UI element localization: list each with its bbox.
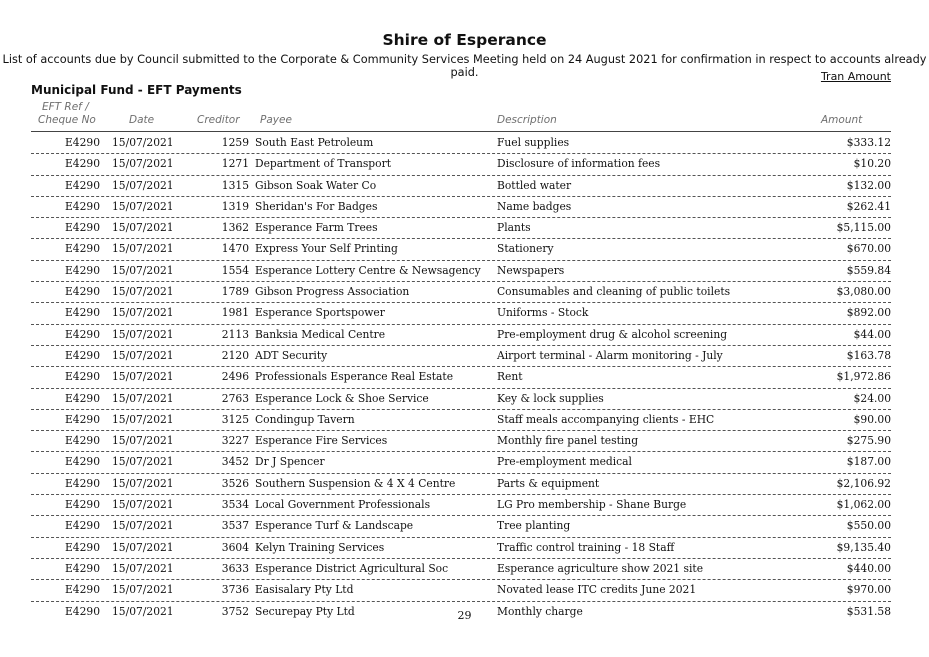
eft-ref-cell: E4290 bbox=[65, 178, 101, 192]
payee-cell: Esperance District Agricultural Soc bbox=[255, 561, 449, 575]
payee-cell: Local Government Professionals bbox=[255, 498, 431, 512]
amount-cell: $670.00 bbox=[846, 242, 891, 256]
date-cell: 15/07/2021 bbox=[112, 561, 174, 575]
amount-cell: $163.78 bbox=[846, 348, 891, 362]
amount-cell: $132.00 bbox=[846, 178, 891, 192]
description-cell: Airport terminal - Alarm monitoring - July bbox=[497, 348, 723, 362]
creditor-cell: 3534 bbox=[221, 498, 249, 512]
description-cell: Monthly fire panel testing bbox=[497, 434, 639, 448]
date-cell: 15/07/2021 bbox=[112, 327, 174, 341]
payee-cell: Express Your Self Printing bbox=[255, 242, 398, 256]
table-row bbox=[31, 218, 891, 239]
page-number: 29 bbox=[457, 609, 472, 622]
description-cell: Rent bbox=[497, 370, 523, 384]
document-subtitle: List of accounts due by Council submitted to the Corporate & Community Services Meeting held on 24 August 2021 for confirmation in respect to accounts already paid. bbox=[2, 53, 927, 79]
amount-cell: $275.90 bbox=[846, 434, 891, 448]
amount-cell: $892.00 bbox=[846, 306, 891, 320]
date-cell: 15/07/2021 bbox=[112, 391, 174, 405]
table-row bbox=[31, 474, 891, 495]
table-row bbox=[31, 303, 891, 324]
table-row bbox=[31, 197, 891, 218]
amount-cell: $1,972.86 bbox=[836, 370, 891, 384]
header-eft-ref: EFT Ref / bbox=[42, 101, 89, 113]
header-date: Date bbox=[129, 114, 155, 126]
eft-ref-cell: E4290 bbox=[65, 263, 101, 277]
date-cell: 15/07/2021 bbox=[112, 306, 174, 320]
description-cell: Disclosure of information fees bbox=[497, 157, 661, 171]
table-row bbox=[31, 367, 891, 388]
description-cell: Pre-employment medical bbox=[497, 455, 632, 469]
creditor-cell: 3227 bbox=[221, 434, 249, 448]
creditor-cell: 1319 bbox=[221, 199, 249, 213]
creditor-cell: 2496 bbox=[221, 370, 249, 384]
payee-cell: Esperance Lock & Shoe Service bbox=[255, 391, 429, 405]
section-title: Municipal Fund - EFT Payments bbox=[31, 83, 242, 97]
description-cell: Plants bbox=[497, 221, 531, 235]
creditor-cell: 3752 bbox=[221, 604, 249, 618]
description-cell: Traffic control training - 18 Staff bbox=[497, 540, 675, 554]
amount-cell: $1,062.00 bbox=[836, 498, 891, 512]
payee-cell: Professionals Esperance Real Estate bbox=[255, 370, 454, 384]
eft-ref-cell: E4290 bbox=[65, 327, 101, 341]
payee-cell: Esperance Sportspower bbox=[255, 306, 385, 320]
eft-ref-cell: E4290 bbox=[65, 157, 101, 171]
eft-ref-cell: E4290 bbox=[65, 412, 101, 426]
description-cell: Stationery bbox=[497, 242, 554, 256]
description-cell: Pre-employment drug & alcohol screening bbox=[497, 327, 728, 341]
description-cell: Newspapers bbox=[497, 263, 565, 277]
eft-ref-cell: E4290 bbox=[65, 434, 101, 448]
payee-cell: Gibson Soak Water Co bbox=[255, 178, 377, 192]
creditor-cell: 3633 bbox=[221, 561, 249, 575]
payee-cell: Southern Suspension & 4 X 4 Centre bbox=[255, 476, 456, 490]
amount-cell: $531.58 bbox=[846, 604, 891, 618]
eft-ref-cell: E4290 bbox=[65, 285, 101, 299]
table-row bbox=[31, 346, 891, 367]
eft-ref-cell: E4290 bbox=[65, 306, 101, 320]
description-cell: Key & lock supplies bbox=[497, 391, 604, 405]
payee-cell: Esperance Lottery Centre & Newsagency bbox=[255, 263, 481, 277]
payee-cell: Gibson Progress Association bbox=[255, 285, 410, 299]
date-cell: 15/07/2021 bbox=[112, 199, 174, 213]
creditor-cell: 3537 bbox=[221, 519, 249, 533]
payee-cell: South East Petroleum bbox=[255, 136, 374, 149]
eft-ref-cell: E4290 bbox=[65, 370, 101, 384]
creditor-cell: 3604 bbox=[221, 540, 249, 554]
eft-ref-cell: E4290 bbox=[65, 583, 101, 597]
amount-cell: $10.20 bbox=[853, 157, 891, 171]
header-payee: Payee bbox=[260, 114, 292, 126]
amount-cell: $559.84 bbox=[846, 263, 891, 277]
creditor-cell: 1362 bbox=[221, 221, 249, 235]
creditor-cell: 1315 bbox=[221, 178, 249, 192]
table-row bbox=[31, 389, 891, 410]
description-cell: Uniforms - Stock bbox=[497, 306, 589, 320]
creditor-cell: 3736 bbox=[221, 583, 249, 597]
table-row bbox=[31, 239, 891, 260]
amount-cell: $5,115.00 bbox=[836, 221, 891, 235]
date-cell: 15/07/2021 bbox=[112, 540, 174, 554]
payee-cell: Securepay Pty Ltd bbox=[255, 604, 355, 618]
amount-cell: $970.00 bbox=[846, 583, 891, 597]
date-cell: 15/07/2021 bbox=[112, 136, 174, 149]
description-cell: Tree planting bbox=[497, 519, 571, 533]
table-row bbox=[31, 133, 891, 154]
table-row bbox=[31, 495, 891, 516]
amount-cell: $440.00 bbox=[846, 561, 891, 575]
payments-table bbox=[31, 133, 891, 622]
eft-ref-cell: E4290 bbox=[65, 136, 101, 149]
eft-ref-cell: E4290 bbox=[65, 221, 101, 235]
eft-ref-cell: E4290 bbox=[65, 199, 101, 213]
date-cell: 15/07/2021 bbox=[112, 370, 174, 384]
amount-cell: $550.00 bbox=[846, 519, 891, 533]
creditor-cell: 1470 bbox=[221, 242, 249, 256]
eft-ref-cell: E4290 bbox=[65, 391, 101, 405]
payee-cell: Kelyn Training Services bbox=[255, 540, 385, 554]
amount-cell: $262.41 bbox=[846, 199, 891, 213]
amount-cell: $187.00 bbox=[846, 455, 891, 469]
payee-cell: Sheridan's For Badges bbox=[255, 199, 378, 213]
date-cell: 15/07/2021 bbox=[112, 412, 174, 426]
document-title: Shire of Esperance bbox=[382, 31, 547, 49]
table-row bbox=[31, 516, 891, 537]
date-cell: 15/07/2021 bbox=[112, 519, 174, 533]
table-row bbox=[31, 176, 891, 197]
description-cell: Bottled water bbox=[497, 178, 572, 192]
date-cell: 15/07/2021 bbox=[112, 604, 174, 618]
eft-ref-cell: E4290 bbox=[65, 540, 101, 554]
amount-cell: $2,106.92 bbox=[836, 476, 891, 490]
creditor-cell: 3452 bbox=[221, 455, 249, 469]
table-row bbox=[31, 580, 891, 601]
date-cell: 15/07/2021 bbox=[112, 455, 174, 469]
amount-cell: $9,135.40 bbox=[836, 540, 891, 554]
payee-cell: Esperance Fire Services bbox=[255, 434, 388, 448]
header-description: Description bbox=[497, 114, 557, 126]
payee-cell: Department of Transport bbox=[255, 157, 391, 171]
payee-cell: Easisalary Pty Ltd bbox=[255, 583, 354, 597]
payee-cell: Dr J Spencer bbox=[255, 455, 325, 469]
amount-cell: $44.00 bbox=[853, 327, 891, 341]
description-cell: Parts & equipment bbox=[497, 476, 600, 490]
table-row bbox=[31, 452, 891, 473]
table-row bbox=[31, 559, 891, 580]
eft-ref-cell: E4290 bbox=[65, 455, 101, 469]
tran-amount-link[interactable]: Tran Amount bbox=[820, 70, 891, 83]
eft-ref-cell: E4290 bbox=[65, 476, 101, 490]
creditor-cell: 2113 bbox=[221, 327, 249, 341]
header-amount: Amount bbox=[821, 114, 863, 126]
creditor-cell: 1259 bbox=[221, 136, 249, 149]
eft-ref-cell: E4290 bbox=[65, 561, 101, 575]
creditor-cell: 2763 bbox=[221, 391, 249, 405]
table-row bbox=[31, 325, 891, 346]
table-row bbox=[31, 431, 891, 452]
eft-ref-cell: E4290 bbox=[65, 498, 101, 512]
date-cell: 15/07/2021 bbox=[112, 221, 174, 235]
eft-ref-cell: E4290 bbox=[65, 242, 101, 256]
description-cell: Fuel supplies bbox=[497, 136, 570, 149]
amount-cell: $3,080.00 bbox=[836, 285, 891, 299]
creditor-cell: 3526 bbox=[221, 476, 249, 490]
table-row bbox=[31, 410, 891, 431]
creditor-cell: 1271 bbox=[221, 157, 249, 171]
table-row bbox=[31, 154, 891, 175]
description-cell: Name badges bbox=[497, 199, 572, 213]
header-cheque-no: Cheque No bbox=[38, 114, 96, 126]
creditor-cell: 2120 bbox=[221, 348, 249, 362]
payee-cell: Banksia Medical Centre bbox=[255, 327, 386, 341]
payee-cell: Esperance Turf & Landscape bbox=[255, 519, 414, 533]
header-creditor: Creditor bbox=[197, 114, 240, 126]
amount-cell: $333.12 bbox=[846, 136, 891, 149]
date-cell: 15/07/2021 bbox=[112, 242, 174, 256]
creditor-cell: 1554 bbox=[221, 263, 249, 277]
table-row bbox=[31, 538, 891, 559]
date-cell: 15/07/2021 bbox=[112, 263, 174, 277]
payee-cell: Condingup Tavern bbox=[255, 412, 355, 426]
description-cell: LG Pro membership - Shane Burge bbox=[497, 498, 687, 512]
eft-ref-cell: E4290 bbox=[65, 604, 101, 618]
description-cell: Novated lease ITC credits June 2021 bbox=[497, 583, 697, 597]
table-row bbox=[31, 261, 891, 282]
description-cell: Staff meals accompanying clients - EHC bbox=[497, 412, 715, 426]
date-cell: 15/07/2021 bbox=[112, 157, 174, 171]
date-cell: 15/07/2021 bbox=[112, 348, 174, 362]
header-divider bbox=[31, 131, 891, 132]
creditor-cell: 1789 bbox=[221, 285, 249, 299]
date-cell: 15/07/2021 bbox=[112, 583, 174, 597]
date-cell: 15/07/2021 bbox=[112, 434, 174, 448]
creditor-cell: 3125 bbox=[221, 412, 249, 426]
date-cell: 15/07/2021 bbox=[112, 498, 174, 512]
description-cell: Consumables and cleaning of public toilets bbox=[497, 285, 731, 299]
amount-cell: $24.00 bbox=[853, 391, 891, 405]
payee-cell: ADT Security bbox=[255, 348, 328, 362]
date-cell: 15/07/2021 bbox=[112, 178, 174, 192]
payee-cell: Esperance Farm Trees bbox=[255, 221, 378, 235]
creditor-cell: 1981 bbox=[221, 306, 249, 320]
description-cell: Esperance agriculture show 2021 site bbox=[497, 561, 704, 575]
eft-ref-cell: E4290 bbox=[65, 348, 101, 362]
eft-ref-cell: E4290 bbox=[65, 519, 101, 533]
date-cell: 15/07/2021 bbox=[112, 476, 174, 490]
table-row bbox=[31, 282, 891, 303]
amount-cell: $90.00 bbox=[853, 412, 891, 426]
date-cell: 15/07/2021 bbox=[112, 285, 174, 299]
description-cell: Monthly charge bbox=[497, 604, 583, 618]
